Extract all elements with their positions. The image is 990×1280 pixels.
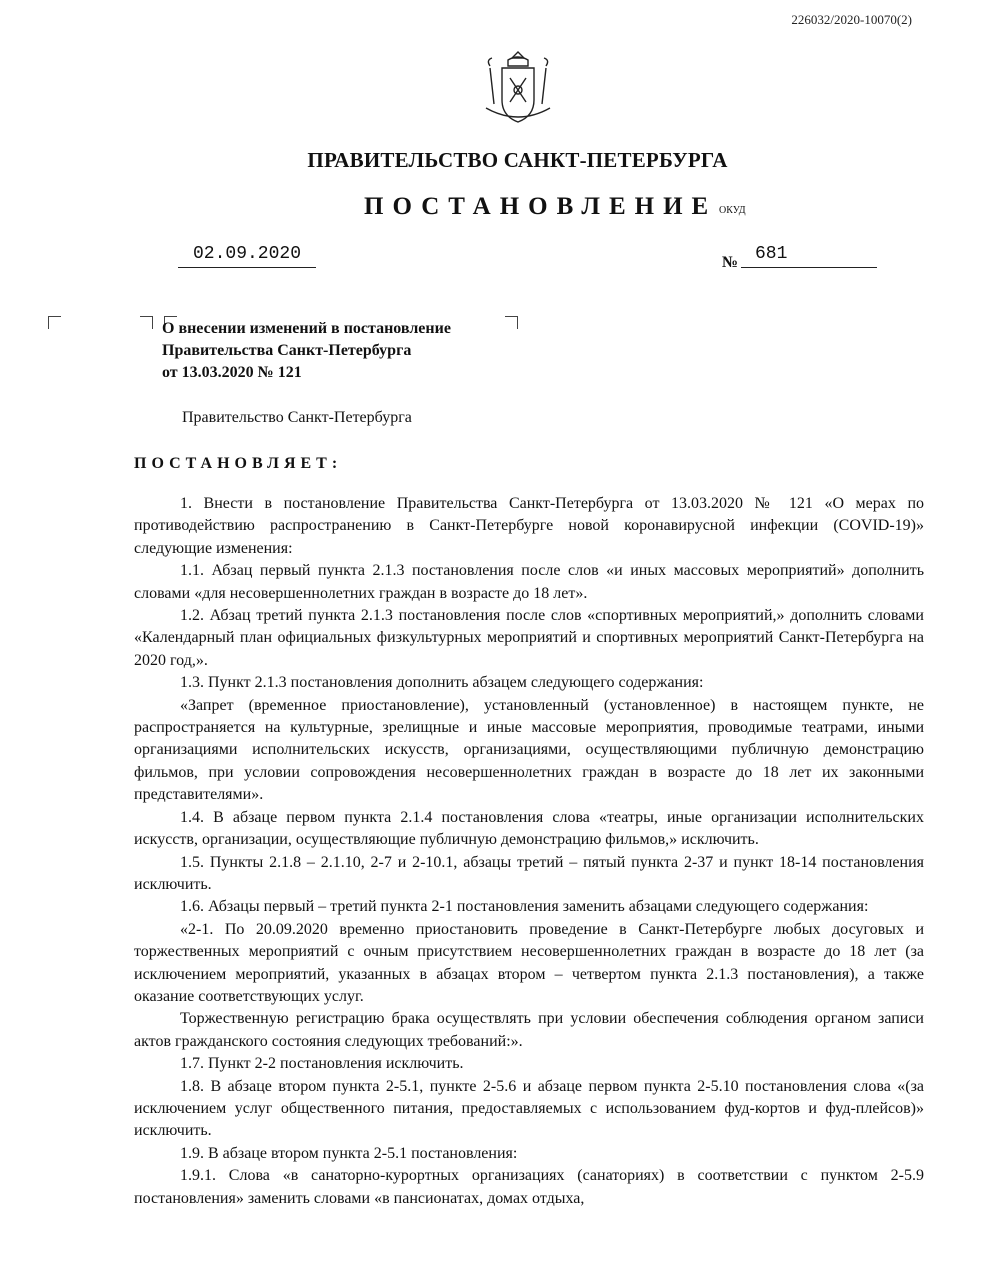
corner-mark: [140, 316, 153, 329]
corner-mark: [505, 316, 518, 329]
document-subject: [162, 318, 451, 384]
body-paragraph: Торжественную регистрацию брака осуществлять при условии обеспечения соблюдения органом записи актов гражданского состояния следующих требований:».: [134, 1010, 924, 1050]
body-paragraph: 1.9.1. Слова «в санаторно-курортных организациях (санаториях) в соответствии с пунктом 2-5.9 постановления» заменить словами «в пансионатах, домах отдыха,: [134, 1167, 924, 1207]
document-number-field: [741, 244, 877, 268]
body-paragraph: 1.6. Абзацы первый – третий пункта 2-1 постановления заменить абзацами следующего содержания:: [180, 898, 869, 916]
body-paragraph: 1.3. Пункт 2.1.3 постановления дополнить абзацем следующего содержания:: [180, 674, 704, 692]
body-paragraph: 1.8. В абзаце втором пункта 2-5.1, пункте 2-5.6 и абзаце первом пункта 2-5.10 постановления слова «(за исключением услуг общественного питания, предоставляемых с использованием фуд-кортов и фуд-плейсов)» исключить.: [134, 1077, 924, 1140]
body-paragraph: 1.5. Пункты 2.1.8 – 2.1.10, 2-7 и 2-10.1, абзацы третий – пятый пункта 2-37 и пункт 18-14 постановления исключить.: [134, 853, 924, 893]
subject-line: от 13.03.2020 № 121: [162, 364, 302, 381]
corner-mark: [48, 316, 61, 329]
document-number: 681: [755, 244, 788, 264]
document-registration-number: 226032/2020-10070(2): [791, 12, 912, 27]
body-paragraph: 1.1. Абзац первый пункта 2.1.3 постановления после слов «и иных массовых мероприятий» дополнить словами «для несовершеннолетних граждан в возрасте до 18 лет».: [134, 562, 924, 602]
body-paragraph: 1.9. В абзаце втором пункта 2-5.1 постановления:: [180, 1144, 518, 1162]
intro-text: Правительство Санкт-Петербурга: [182, 409, 412, 426]
body-paragraph: «Запрет (временное приостановление), установленный (установленное) в настоящем пункте, не распространяется на культурные, зрелищные и иные массовые мероприятия, проводимые театрами, иными организациями исполнительских искусств, организациями, осуществляющими публичную демонстрацию фильмов, при условии сопровождения несовершеннолетних граждан в возрасте до 18 лет их законными представителями».: [134, 696, 924, 804]
body-paragraph: 1. Внести в постановление Правительства Санкт-Петербурга от 13.03.2020 № 121 «О мерах по противодействию распространению в Санкт-Петербурге новой коронавирусной инфекции (COVID-19)» следующие изменения:: [134, 495, 924, 557]
document-type-title: ПОСТАНОВЛЕНИЕ: [364, 193, 718, 220]
decree-heading: ПОСТАНОВЛЯЕТ:: [134, 455, 343, 472]
coat-of-arms-emblem: [482, 48, 554, 130]
body-paragraph: 1.4. В абзаце первом пункта 2.1.4 постановления слова «театры, иные организации исполнительских искусств, организации, осуществляющие публичную демонстрацию фильмов,» исключить.: [134, 808, 924, 849]
document-date: 02.09.2020: [178, 244, 316, 268]
subject-line: Правительства Санкт-Петербурга: [162, 342, 412, 359]
number-label: №: [722, 254, 739, 271]
body-paragraph: 1.2. Абзац третий пункта 2.1.3 постановления после слов «спортивных мероприятий,» дополнить словами «Календарный план официальных физкультурных мероприятий и спортивных мероприятий Санкт-Петербурга на 2020 год,».: [134, 607, 924, 669]
body-paragraph: «2-1. По 20.09.2020 временно приостановить проведение в Санкт-Петербурге любых досуговых и торжественных мероприятий с очным присутствием несовершеннолетних граждан в возрасте до 18 лет (за исключением мероприятий, указанных в абзацах втором – четвертом пункта 2.1.3 постановления), а также оказание соответствующих услуг.: [134, 920, 924, 1005]
body-paragraph: 1.7. Пункт 2-2 постановления исключить.: [180, 1055, 464, 1073]
government-title: ПРАВИТЕЛЬСТВО САНКТ-ПЕТЕРБУРГА: [307, 148, 728, 172]
document-body: [134, 493, 924, 1210]
subject-line: О внесении изменений в постановление: [162, 320, 451, 337]
okud-label: ОКУД: [719, 205, 746, 216]
